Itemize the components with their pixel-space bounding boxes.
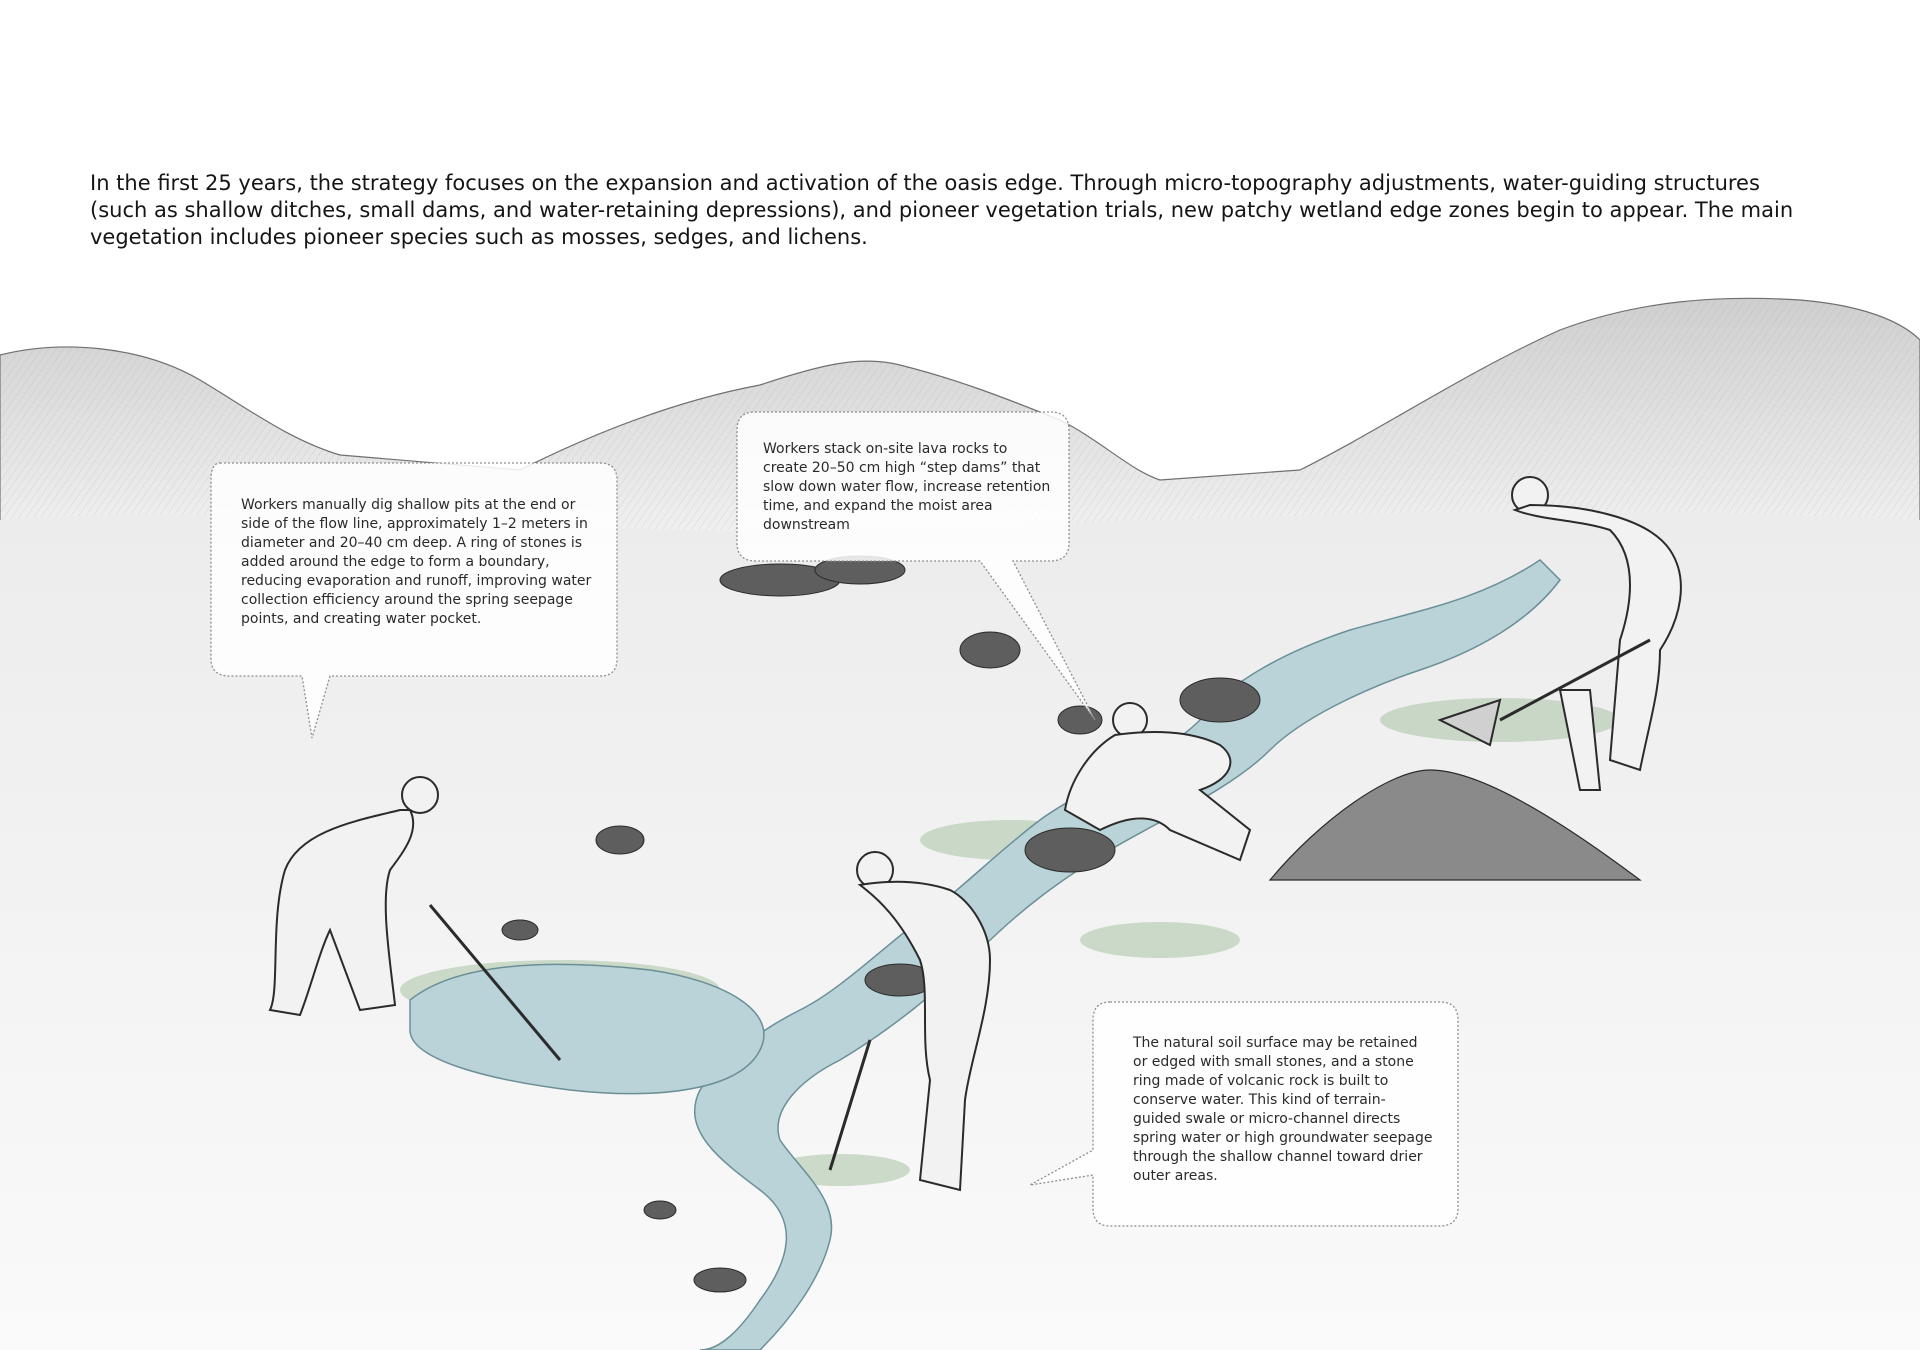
callout-dams-text: Workers stack on-site lava rocks to create 20–50 cm high “step dams” that slow down water flow, increase retention time, and expand the moist area downstream [763, 441, 1051, 533]
intro-paragraph: In the first 25 years, the strategy focuses on the expansion and activation of the oasis edge. Through micro-topography adjustments, water-guiding structures (such as shallow ditches, small dams, and water-retaining depressions), and pioneer vegetation trials, new patchy wetland edge zones begin to appear. The main vegetation includes pioneer species such as mosses, sedges, and lichens. [90, 171, 1794, 249]
callout-channel-text: The natural soil surface may be retained or edged with small stones, and a stone ring made of volcanic rock is built to conserve water. This kind of terrain-guided swale or micro-channel directs spring water or high groundwater seepage through the shallow channel toward drier outer areas. [1133, 1035, 1433, 1184]
callout-pits-text: Workers manually dig shallow pits at the end or side of the flow line, approximately 1–2 meters in diameter and 20–40 cm deep. A ring of stones is added around the edge to form a boundary, reducing evaporation and runoff, improving water collection efficiency around the spring seepage points, and creating water pocket. [241, 497, 592, 627]
